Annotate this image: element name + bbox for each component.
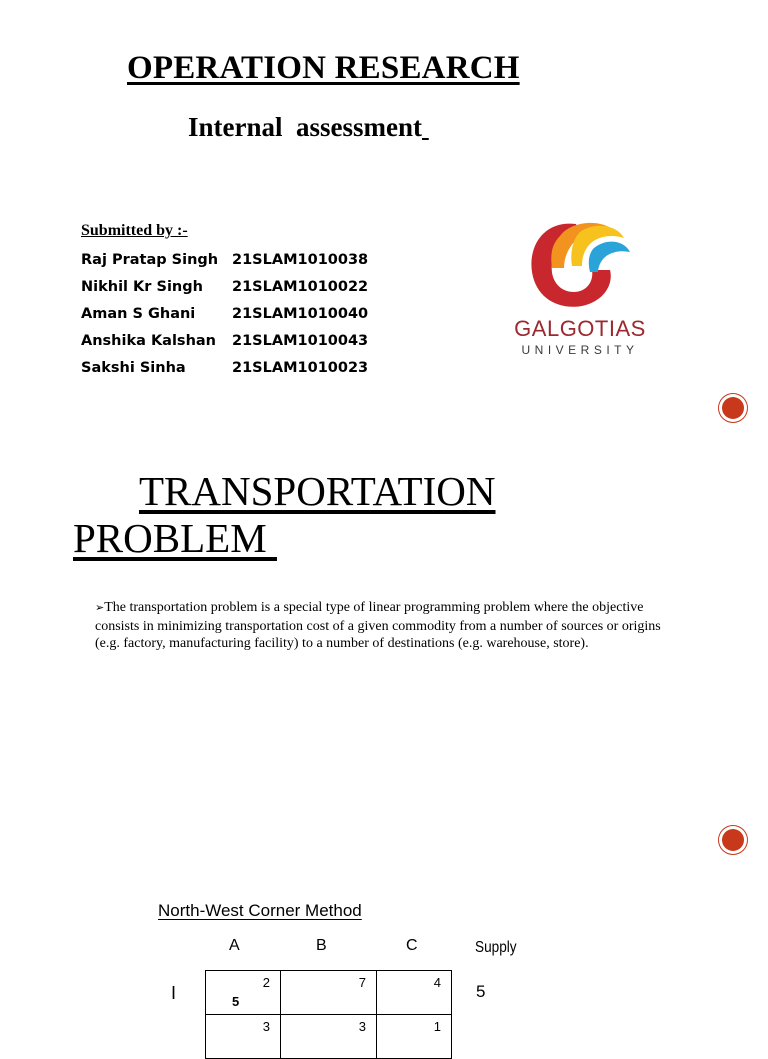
cell-cost: 3: [358, 1019, 366, 1034]
member-id: 21SLAM1010038: [232, 251, 369, 268]
definition-paragraph: [95, 599, 685, 653]
submitted-by-label: Submitted by :-: [81, 222, 188, 239]
cell-cost: 7: [358, 975, 366, 990]
cell-cost: 2: [262, 975, 270, 990]
member-id: 21SLAM1010043: [232, 332, 369, 349]
slide-subtitle: Internal assessment: [188, 112, 422, 142]
member-row: [81, 273, 368, 300]
arrow-bullet-icon: ➢: [95, 602, 105, 614]
cell-allocation: 5: [232, 994, 240, 1009]
member-name: Sakshi Sinha: [81, 359, 186, 376]
member-name: Anshika Kalshan: [81, 332, 216, 349]
table-row: [206, 971, 452, 1015]
member-row: [81, 300, 368, 327]
cell-cost: 1: [433, 1019, 441, 1034]
member-row: [81, 327, 368, 354]
table-cell: [281, 971, 377, 1015]
member-list: [81, 246, 368, 381]
galgotias-logo-icon: [498, 214, 662, 360]
member-name: Nikhil Kr Singh: [81, 278, 203, 295]
galgotias-university-logo: [498, 214, 662, 360]
table-cell: [206, 1015, 281, 1059]
transportation-problem-title: [73, 468, 533, 562]
logo-text-line2: UNIVERSITY: [521, 343, 639, 357]
title-line2: PROBLEM: [73, 515, 277, 561]
row-label-i: I: [171, 983, 177, 1003]
supply-header: Supply: [475, 939, 517, 956]
column-header-a: A: [229, 937, 240, 954]
cell-cost: 4: [433, 975, 441, 990]
table-cell: [377, 1015, 452, 1059]
member-id: 21SLAM1010040: [232, 305, 369, 322]
member-name: Raj Pratap Singh: [81, 251, 219, 268]
slide-title: OPERATION RESEARCH: [127, 50, 520, 86]
title-line1: TRANSPORTATION: [139, 468, 496, 514]
column-header-c: C: [406, 937, 418, 954]
member-id: 21SLAM1010022: [232, 278, 369, 295]
member-name: Aman S Ghani: [81, 305, 196, 322]
definition-text: The transportation problem is a special type of linear programming problem where the objective consists in minimizing transportation cost of a given commodity from a number of sources or origins (e.g. factory, manufacturing facility) to a number of destinations (e.g. warehouse, store).: [95, 600, 661, 651]
table-cell: [206, 971, 281, 1015]
slide-marker-dot: [722, 829, 744, 851]
table-cell: [377, 971, 452, 1015]
slide-marker-dot: [722, 397, 744, 419]
member-row: [81, 246, 368, 273]
table-cell: [281, 1015, 377, 1059]
column-header-b: B: [316, 937, 327, 954]
logo-text-line1: GALGOTIAS: [514, 316, 646, 341]
table-row: [206, 1015, 452, 1059]
member-id: 21SLAM1010023: [232, 359, 369, 376]
cell-cost: 3: [262, 1019, 270, 1034]
transportation-table: [205, 970, 452, 1059]
row-supply-i: 5: [476, 982, 486, 1001]
north-west-corner-title: North-West Corner Method: [158, 901, 362, 920]
member-row: [81, 354, 368, 381]
